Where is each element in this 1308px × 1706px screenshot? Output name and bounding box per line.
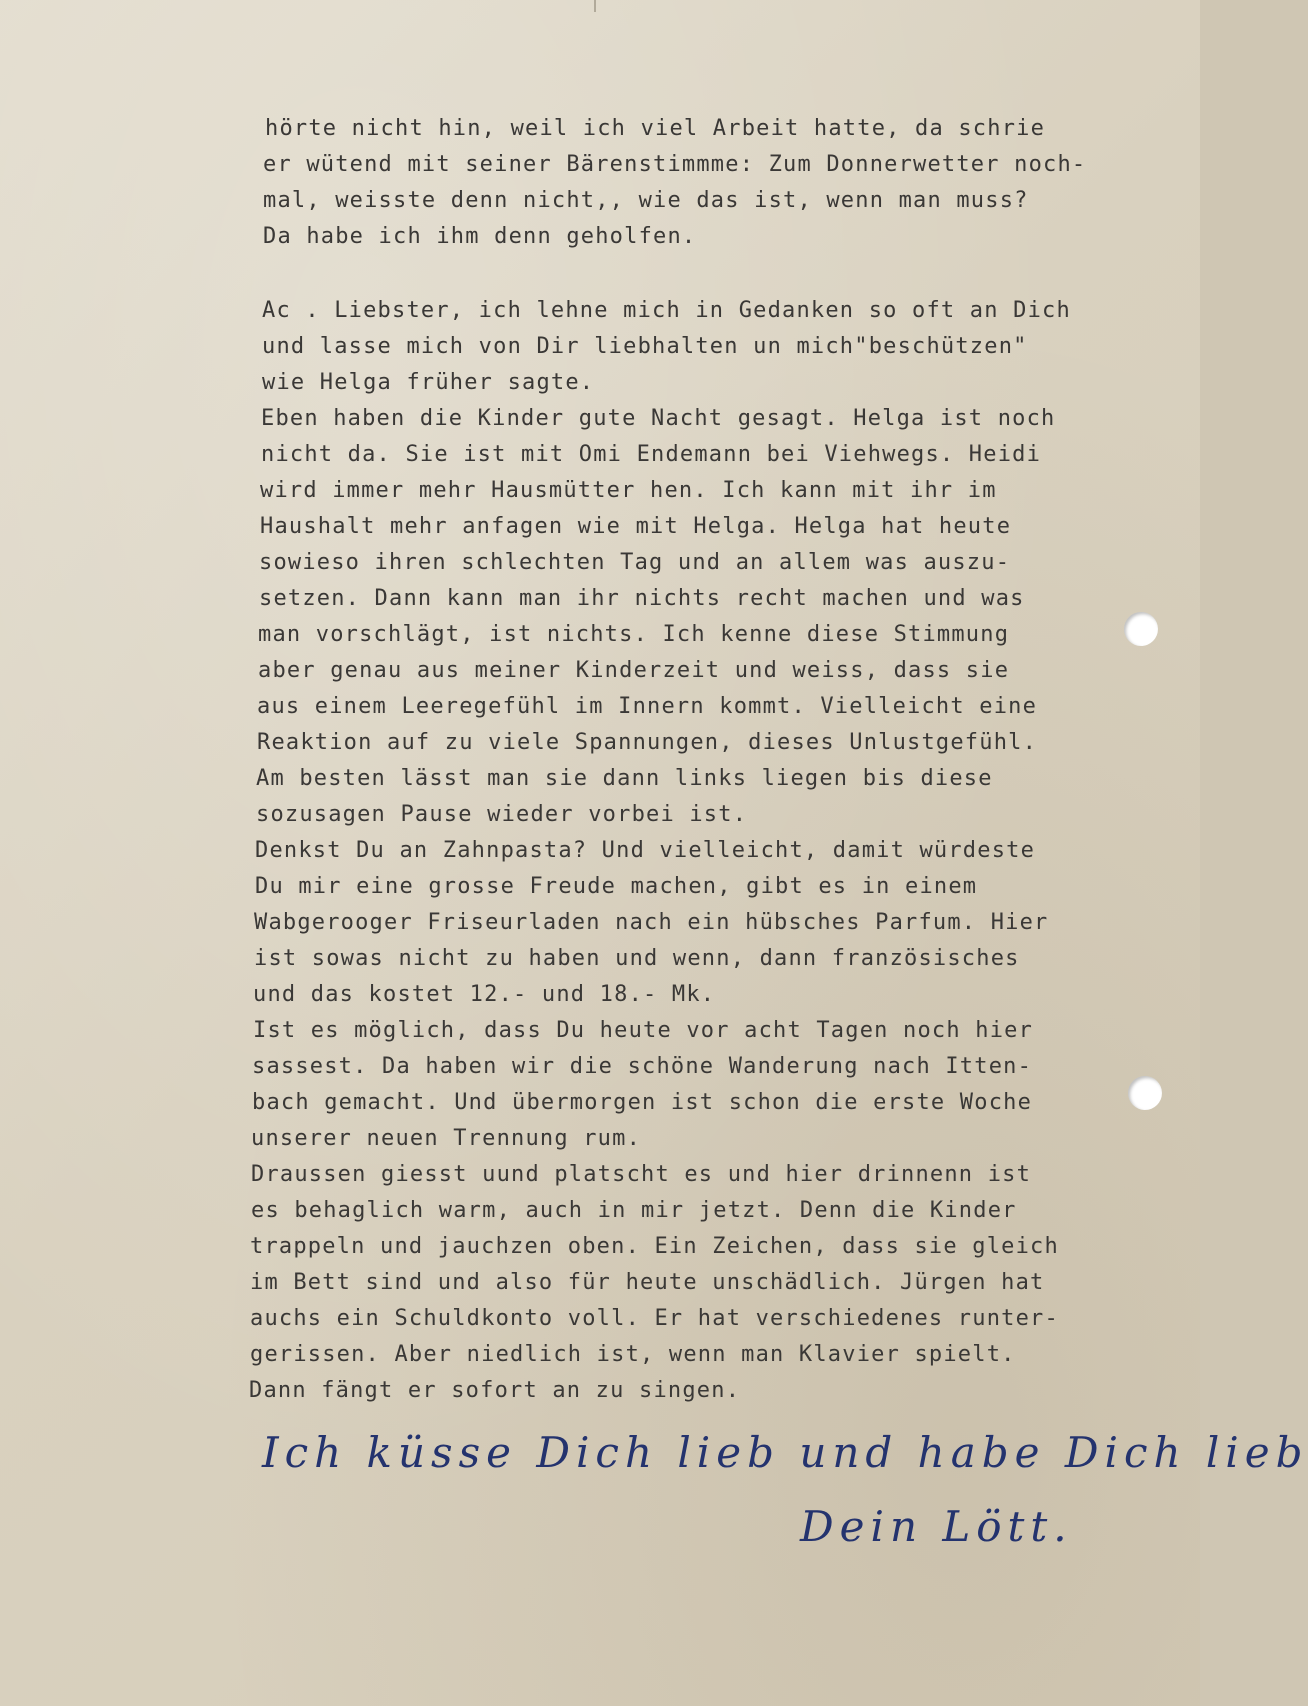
text-line: auchs ein Schuldkonto voll. Er hat verschiedenes runter- <box>250 1306 1059 1331</box>
text-line: Haushalt mehr anfagen wie mit Helga. Helga hat heute <box>260 514 1012 539</box>
text-line: Eben haben die Kinder gute Nacht gesagt. Helga ist noch <box>261 406 1056 431</box>
text-line: hörte nicht hin, weil ich viel Arbeit hatte, da schrie <box>265 116 1046 141</box>
text-line: Du mir eine grosse Freude machen, gibt es in einem <box>255 874 978 899</box>
text-line: bach gemacht. Und übermorgen ist schon die erste Woche <box>252 1090 1033 1115</box>
text-line: aus einem Leeregefühl im Innern kommt. Vielleicht eine <box>257 694 1038 719</box>
text-line: sassest. Da haben wir die schöne Wanderung nach Itten- <box>252 1054 1033 1079</box>
text-line: Da habe ich ihm denn geholfen. <box>263 224 697 249</box>
text-line: und das kostet 12.- und 18.- Mk. <box>253 982 716 1007</box>
text-line: ist sowas nicht zu haben und wenn, dann französisches <box>254 946 1020 971</box>
text-line: sozusagen Pause wieder vorbei ist. <box>256 802 748 827</box>
text-line: Denkst Du an Zahnpasta? Und vielleicht, damit würdeste <box>255 838 1036 863</box>
text-line: aber genau aus meiner Kinderzeit und weiss, dass sie <box>258 658 1010 683</box>
text-line: Draussen giesst uund platscht es und hier drinnenn ist <box>251 1162 1032 1187</box>
text-line: Am besten lässt man sie dann links liegen bis diese <box>256 766 993 791</box>
text-line: Ac . Liebster, ich lehne mich in Gedanken so oft an Dich <box>262 298 1071 323</box>
text-line: im Bett sind und also für heute unschädlich. Jürgen hat <box>250 1270 1045 1295</box>
text-line: sowieso ihren schlechten Tag und an allem was auszu- <box>259 550 1011 575</box>
handwritten-signature: Dein Lött. <box>800 1502 1073 1551</box>
text-line: gerissen. Aber niedlich ist, wenn man Klavier spielt. <box>250 1342 1016 1367</box>
text-line: man vorschlägt, ist nichts. Ich kenne diese Stimmung <box>258 622 1010 647</box>
text-line: mal, weisste denn nicht,, wie das ist, wenn man muss? <box>263 188 1029 213</box>
text-line: wird immer mehr Hausmütter hen. Ich kann mit ihr im <box>260 478 997 503</box>
text-line: trappeln und jauchzen oben. Ein Zeichen, dass sie gleich <box>250 1234 1059 1259</box>
text-line: unserer neuen Trennung rum. <box>251 1126 642 1151</box>
text-line: nicht da. Sie ist mit Omi Endemann bei Viehwegs. Heidi <box>261 442 1042 467</box>
text-line: er wütend mit seiner Bärenstimmme: Zum Donnerwetter noch- <box>263 152 1087 177</box>
text-line: wie Helga früher sagte. <box>262 370 595 395</box>
text-line: Reaktion auf zu viele Spannungen, dieses Unlustgefühl. <box>257 730 1038 755</box>
text-line: Dann fängt er sofort an zu singen. <box>249 1378 741 1403</box>
text-line: Ist es möglich, dass Du heute vor acht Tagen noch hier <box>253 1018 1034 1043</box>
text-line: es behaglich warm, auch in mir jetzt. Denn die Kinder <box>251 1198 1017 1223</box>
text-line: Wabgerooger Friseurladen nach ein hübsches Parfum. Hier <box>254 910 1049 935</box>
handwritten-closing: Ich küsse Dich lieb und habe Dich lieb <box>262 1428 1308 1477</box>
text-line: setzen. Dann kann man ihr nichts recht machen und was <box>259 586 1025 611</box>
text-line: und lasse mich von Dir liebhalten un mich"beschützen" <box>262 334 1028 359</box>
